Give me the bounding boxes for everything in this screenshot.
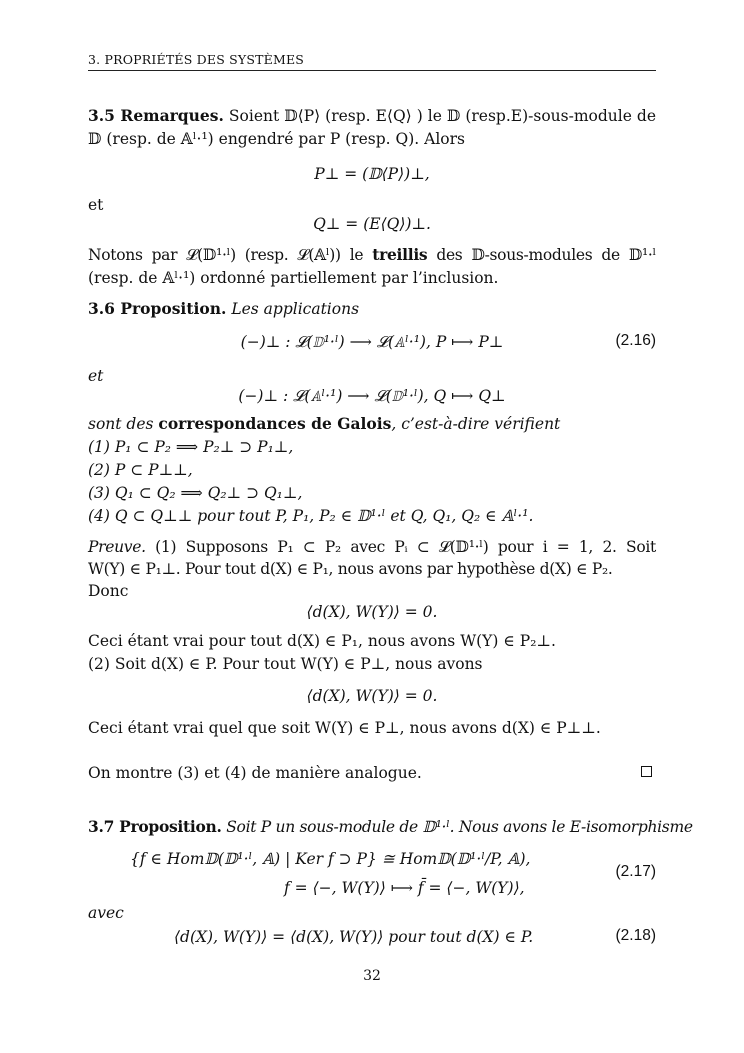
treillis-term: treillis xyxy=(372,245,428,264)
prop37-equation-1-line-1: {f ∈ Hom𝔻(𝔻¹·ˡ, 𝔸) | Ker f ⊃ P} ≅ Hom𝔻(𝔻¹·ˡ/P, 𝔸), xyxy=(130,850,531,868)
remarks-heading: 3.5 Remarques. xyxy=(88,106,224,125)
proof-label: Preuve. xyxy=(88,538,146,556)
remarks-line-4: (resp. de 𝔸ˡ·¹) ordonné partiellement par l’inclusion. xyxy=(88,269,499,287)
remarks-et: et xyxy=(88,196,104,214)
prop37-heading: 3.7 Proposition. xyxy=(88,817,222,836)
proof-equation-2: ⟨d(X), W(Y)⟩ = 0. xyxy=(306,687,438,705)
remarks-text-1: Soient 𝔻⟨P⟩ (resp. E⟨Q⟩ ) le 𝔻 (resp.E)-sous-module de xyxy=(228,107,656,125)
remarks-equation-1: P⊥ = (𝔻⟨P⟩)⊥, xyxy=(314,165,430,183)
prop37-statement: Soit P un sous-module de 𝔻¹·ˡ. Nous avons le E-isomorphisme xyxy=(226,818,693,836)
proof-line-6: Ceci étant vrai quel que soit W(Y) ∈ P⊥, nous avons d(X) ∈ P⊥⊥. xyxy=(88,719,601,737)
prop36-galois-line xyxy=(88,414,560,434)
galois-term: correspondances de Galois xyxy=(158,414,392,433)
proof-line-3: Donc xyxy=(88,582,129,600)
prop37-avec: avec xyxy=(88,904,124,922)
remarks-line-2: 𝔻 (resp. de 𝔸ˡ·¹) engendré par P (resp. Q). Alors xyxy=(88,130,465,148)
prop36-et: et xyxy=(88,367,104,385)
prop37-line-1 xyxy=(88,817,693,837)
page-number: 32 xyxy=(363,968,381,984)
proof-line-5: (2) Soit d(X) ∈ P. Pour tout W(Y) ∈ P⊥, nous avons xyxy=(88,655,483,673)
proof-line-7: On montre (3) et (4) de manière analogue. xyxy=(88,764,422,782)
equation-number-2-18: (2.18) xyxy=(615,927,656,944)
proof-text-1: (1) Supposons P₁ ⊂ P₂ avec Pᵢ ⊂ 𝓛(𝔻¹·ˡ) pour i = 1, 2. Soit xyxy=(155,538,656,556)
qed-square-icon xyxy=(641,766,652,777)
prop36-item-4: (4) Q ⊂ Q⊥⊥ pour tout P, P₁, P₂ ∈ 𝔻¹·ˡ et Q, Q₁, Q₂ ∈ 𝔸ˡ·¹. xyxy=(88,507,534,525)
prop36-intro: Les applications xyxy=(231,300,360,318)
remarks-equation-2: Q⊥ = (E⟨Q⟩)⊥. xyxy=(313,215,431,233)
proof-line-1 xyxy=(88,537,656,557)
prop37-equation-1-line-2: f = ⟨−, W(Y)⟩ ⟼ f̄ = ⟨−, W(Y)⟩, xyxy=(284,879,525,897)
equation-number-2-17: (2.17) xyxy=(615,863,656,880)
prop36-equation-2: (−)⊥ : 𝓛(𝔸ˡ·¹) ⟶ 𝓛(𝔻¹·ˡ), Q ⟼ Q⊥ xyxy=(238,387,506,405)
remarks-line-3-post: des 𝔻-sous-modules de 𝔻¹·ˡ xyxy=(427,246,656,264)
header-rule xyxy=(88,70,656,71)
prop36-item-3: (3) Q₁ ⊂ Q₂ ⟹ Q₂⊥ ⊃ Q₁⊥, xyxy=(88,484,303,502)
galois-pre: sont des xyxy=(88,415,159,433)
remarks-line-1 xyxy=(88,106,656,126)
remarks-line-3-pre: Notons par 𝓛(𝔻¹·ˡ) (resp. 𝓛(𝔸ˡ)) le xyxy=(88,246,373,264)
remarks-line-3 xyxy=(88,245,656,265)
prop36-item-2: (2) P ⊂ P⊥⊥, xyxy=(88,461,193,479)
proof-equation-1: ⟨d(X), W(Y)⟩ = 0. xyxy=(306,603,438,621)
prop37-equation-2: ⟨d(X), W(Y)⟩ = ⟨d(X), W(Y)⟩ pour tout d(X) ∈ P. xyxy=(174,928,534,946)
proof-line-4: Ceci étant vrai pour tout d(X) ∈ P₁, nous avons W(Y) ∈ P₂⊥. xyxy=(88,632,556,650)
proof-line-2: W(Y) ∈ P₁⊥. Pour tout d(X) ∈ P₁, nous avons par hypothèse d(X) ∈ P₂. xyxy=(88,560,613,578)
galois-post: , c’est-à-dire vérifient xyxy=(391,415,561,433)
prop36-item-1: (1) P₁ ⊂ P₂ ⟹ P₂⊥ ⊃ P₁⊥, xyxy=(88,438,294,456)
prop36-equation-1: (−)⊥ : 𝓛(𝔻¹·ˡ) ⟶ 𝓛(𝔸ˡ·¹), P ⟼ P⊥ xyxy=(240,333,504,351)
prop36-line-1 xyxy=(88,299,359,319)
equation-number-2-16: (2.16) xyxy=(615,332,656,349)
prop36-heading: 3.6 Proposition. xyxy=(88,299,227,318)
running-header: 3. PROPRIÉTÉS DES SYSTÈMES xyxy=(88,52,305,67)
